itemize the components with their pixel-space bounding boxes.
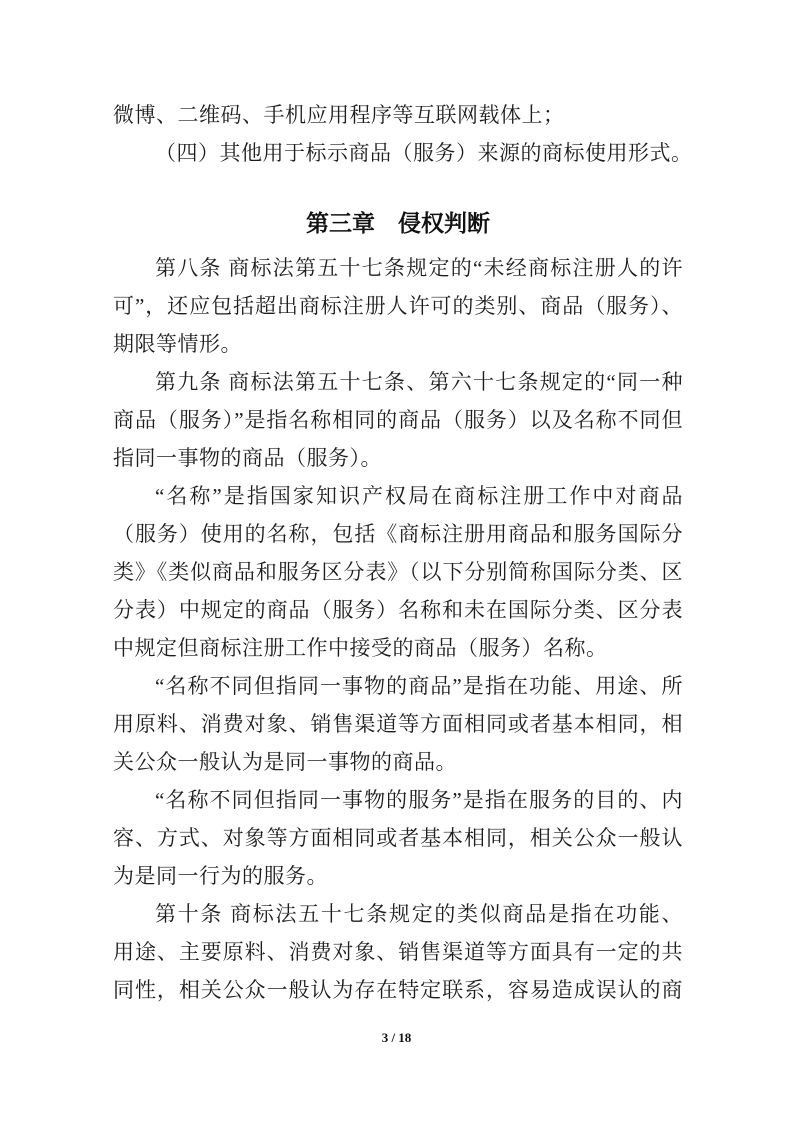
text-line: 指同一事物的商品（服务）。 (113, 446, 382, 470)
document-body (113, 96, 693, 1009)
text-line: 用途、主要原料、消费对象、销售渠道等方面具有一定的共 (113, 940, 683, 964)
page-number: 3 / 18 (381, 1030, 412, 1045)
text-line: 第十条 商标法五十七条规定的类似商品是指在功能、 (155, 902, 683, 926)
text-line: （服务）使用的名称，包括《商标注册用商品和服务国际分 (113, 522, 683, 546)
text-line: 第八条 商标法第五十七条规定的“未经商标注册人的许 (155, 256, 683, 280)
text-line: 商品（服务）”是指名称相同的商品（服务）以及名称不同但 (113, 408, 683, 432)
text-line: 关公众一般认为是同一事物的商品。 (113, 750, 457, 774)
text-line: “名称不同但指同一事物的服务”是指在服务的目的、内 (155, 788, 683, 812)
text-line: 中规定但商标注册工作中接受的商品（服务）名称。 (113, 636, 608, 660)
text-line: 可”，还应包括超出商标注册人许可的类别、商品（服务）、 (113, 294, 683, 318)
text-line: “名称不同但指同一事物的商品”是指在功能、用途、所 (155, 674, 683, 698)
text-line: 微博、二维码、手机应用程序等互联网载体上； (113, 103, 565, 127)
text-line: 分表）中规定的商品（服务）名称和未在国际分类、区分表 (113, 598, 683, 622)
text-line: 期限等情形。 (113, 332, 242, 356)
chapter-heading: 第三章 侵权判断 (306, 210, 490, 236)
text-line: 类》《类似商品和服务区分表》（以下分别简称国际分类、区 (113, 560, 683, 584)
text-line: 容、方式、对象等方面相同或者基本相同，相关公众一般认 (113, 826, 683, 850)
text-line: （四）其他用于标示商品（服务）来源的商标使用形式。 (155, 141, 693, 165)
text-line: 第九条 商标法第五十七条、第六十七条规定的“同一种 (155, 370, 683, 394)
text-line: “名称”是指国家知识产权局在商标注册工作中对商品 (155, 484, 683, 508)
text-line: 同性，相关公众一般认为存在特定联系，容易造成误认的商 (113, 978, 683, 1002)
text-line: 为是同一行为的服务。 (113, 864, 328, 888)
text-line: 用原料、消费对象、销售渠道等方面相同或者基本相同，相 (113, 712, 683, 736)
